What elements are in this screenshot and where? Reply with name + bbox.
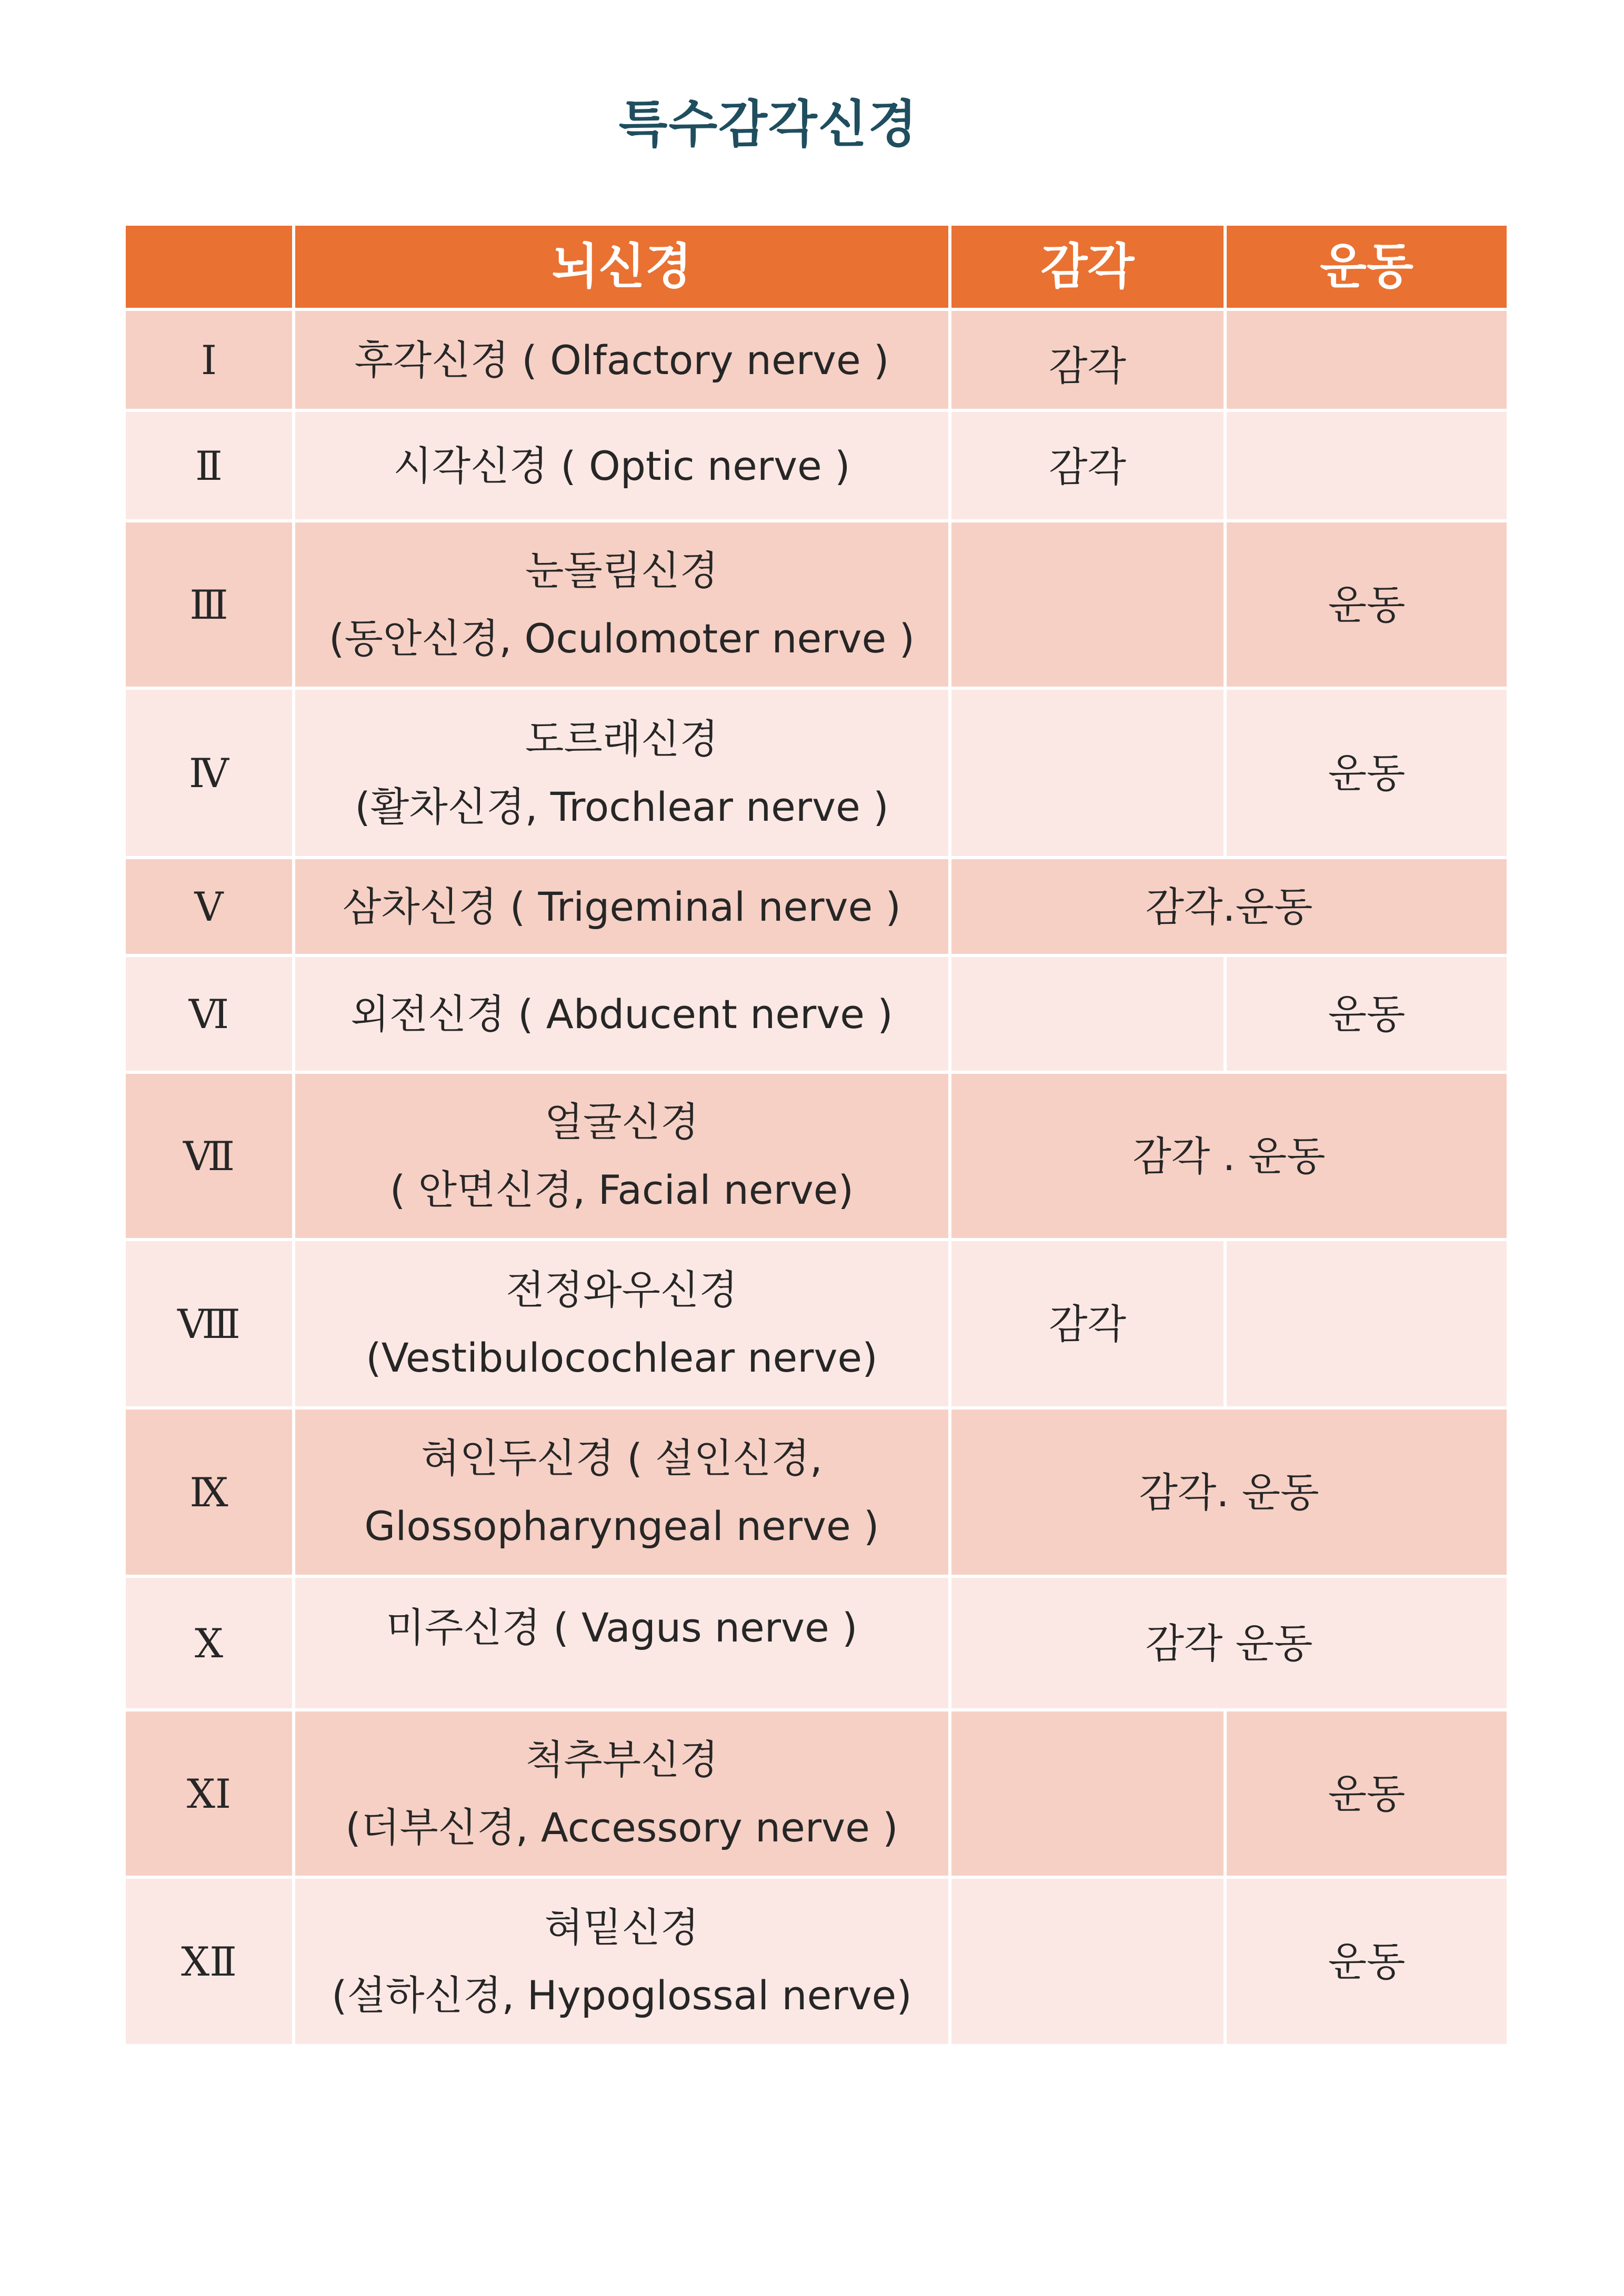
nerve-number: Ⅱ [124,410,294,521]
motor-cell: 운동 [1225,1877,1508,2046]
header-sense: 감각 [950,224,1225,309]
nerve-name [294,1710,950,1877]
sense-motor-cell: 감각 . 운동 [950,1072,1508,1240]
nerve-number: Ⅹ [124,1576,294,1710]
header-number [124,224,294,309]
nerve-name-line: 얼굴신경 [544,1099,699,1146]
sense-cell: 감각 [950,410,1225,521]
cranial-nerve-table [123,223,1510,2047]
table-row [124,1240,1508,1408]
nerve-name-line: 후각신경 ( Olfactory nerve ) [354,336,889,384]
nerve-name-line: 도르래신경 [525,716,719,763]
nerve-name-line: (Vestibulocochlear nerve) [366,1334,878,1382]
nerve-name-line: ( 안면신경, Facial nerve) [389,1166,854,1214]
motor-cell [1225,410,1508,521]
nerve-number: ⅩⅡ [124,1877,294,2046]
nerve-name [294,1877,950,2046]
table-row [124,309,1508,410]
table-row [124,1576,1508,1710]
nerve-name-line: 삼차신경 ( Trigeminal nerve ) [342,883,901,930]
nerve-number: Ⅸ [124,1408,294,1576]
table-row [124,688,1508,858]
sense-cell [950,955,1225,1072]
nerve-name-line: (동안신경, Oculomoter nerve ) [328,615,915,662]
nerve-name-line: (설하신경, Hypoglossal nerve) [332,1972,912,2019]
nerve-number: Ⅲ [124,521,294,688]
nerve-number: Ⅳ [124,688,294,858]
nerve-name-line: 혀밑신경 [544,1904,699,1951]
nerve-name [294,1240,950,1408]
sense-motor-cell: 감각.운동 [950,858,1508,955]
table-row [124,1710,1508,1877]
table-header-row [124,224,1508,309]
nerve-name-line: (활차신경, Trochlear nerve ) [355,783,889,831]
nerve-name-line: 시각신경 ( Optic nerve ) [393,442,850,489]
sense-cell [950,1710,1225,1877]
nerve-number: Ⅵ [124,955,294,1072]
table-row [124,858,1508,955]
nerve-name [294,1576,950,1710]
nerve-name-line: 전정와우신경 [506,1266,738,1314]
sense-cell [950,1877,1225,2046]
nerve-name [294,858,950,955]
sense-motor-cell: 감각 운동 [950,1576,1508,1710]
sense-cell: 감각 [950,1240,1225,1408]
table-row [124,955,1508,1072]
header-nerve: 뇌신경 [294,224,950,309]
table-row [124,410,1508,521]
nerve-name-line: 외전신경 ( Abducent nerve ) [350,990,893,1038]
motor-cell: 운동 [1225,955,1508,1072]
sense-motor-cell: 감각. 운동 [950,1408,1508,1576]
nerve-name-line: 척추부신경 [525,1736,719,1784]
motor-cell: 운동 [1225,688,1508,858]
sense-cell [950,521,1225,688]
table-row [124,1877,1508,2046]
nerve-name [294,521,950,688]
nerve-name-line: 혀인두신경 ( 설인신경, [421,1435,823,1482]
nerve-name [294,1408,950,1576]
nerve-number: Ⅷ [124,1240,294,1408]
nerve-number: Ⅴ [124,858,294,955]
nerve-name-line: (더부신경, Accessory nerve ) [345,1804,898,1851]
motor-cell: 운동 [1225,521,1508,688]
motor-cell [1225,309,1508,410]
nerve-name-line: 미주신경 ( Vagus nerve ) [386,1604,858,1651]
table-row [124,521,1508,688]
nerve-number: Ⅰ [124,309,294,410]
nerve-name [294,309,950,410]
nerve-number: ⅩⅠ [124,1710,294,1877]
nerve-name [294,1072,950,1240]
nerve-name-line: Glossopharyngeal nerve ) [364,1503,879,1550]
page-title: 특수감각신경 [618,95,918,154]
nerve-name-line: 눈돌림신경 [525,547,719,595]
motor-cell: 운동 [1225,1710,1508,1877]
sense-cell [950,688,1225,858]
table-row [124,1408,1508,1576]
nerve-name [294,955,950,1072]
header-motor: 운동 [1225,224,1508,309]
table-row [124,1072,1508,1240]
nerve-name [294,688,950,858]
motor-cell [1225,1240,1508,1408]
sense-cell: 감각 [950,309,1225,410]
nerve-name [294,410,950,521]
nerve-number: Ⅶ [124,1072,294,1240]
